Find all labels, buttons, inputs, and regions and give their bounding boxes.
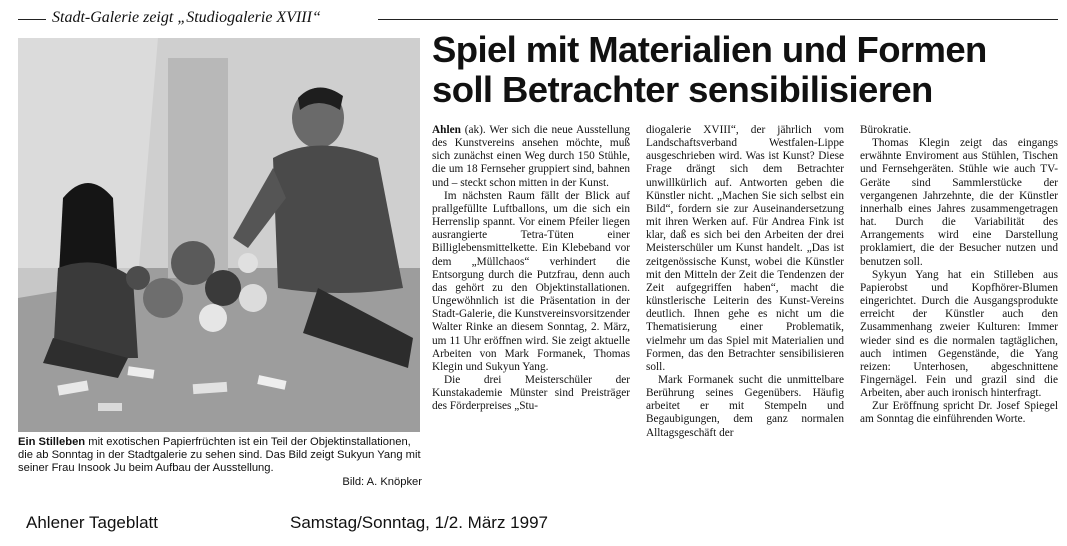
article-column-1 bbox=[432, 124, 630, 413]
caption-text: mit exotischen Papierfrüchten ist ein Teil der Objektinstallationen, die ab Sonntag in der Stadtgalerie zu sehen sind. Das Bild zeigt Sukyun Yang mit seiner Frau Insook Ju beim Aufbau der Ausstellung. bbox=[18, 436, 421, 475]
article-column-3 bbox=[860, 124, 1058, 427]
paragraph: Bürokratie. bbox=[860, 124, 912, 136]
paragraph: Sykyun Yang hat ein Stilleben aus Papierobst und Kopfhörer-Blumen eingerichtet. Durch die Ausgangsprodukte erreicht der Künstler auch den Zusammenhang zweier Kulturen: Immer wieder sind es die normalen tagtäglichen, auch intimen Gegenstände, die Yang reizen: Unterhosen, abgeschnittene Fingernägel. Fein und grazil sind die Arbeiten, aber auch ironisch hinterfragt. bbox=[860, 268, 1058, 400]
paragraph: Thomas Klegin zeigt das eingangs erwähnte Enviroment aus Stühlen, Tischen und Fernsehgeräten. Stühle wie auch TV-Geräte sind Sammlerstücke der vergangenen Jahrzehnte, die der Künstler innerhalb eines Jahres zusammengetragen hat. Durch die Variabilität des Arrangements wird eine Darstellung proklamiert, die der Besucher nutzen und benutzen soll. bbox=[860, 137, 1058, 268]
issue-date: Samstag/Sonntag, 1/2. März 1997 bbox=[290, 513, 548, 532]
article-column-2 bbox=[646, 124, 844, 440]
paragraph: Im nächsten Raum fällt der Blick auf prallgefüllte Luftballons, um die sich ein Herrenslip spannt. Vor einem Pfeiler liegen ausrangierte Tetra-Tüten einer Billiglebensmittelkette. Ein Klebeband vor dem „Müllchaos“ verhindert die Entsorgung durch die Putzfrau, denn auch das gehört zu den Objektinstallationen. Ungewöhnlich ist die Präsentation in der Stadt-Galerie, die Kunstvereinsvorsitzender Walter Rinke an diesem Sonntag, 2. März, um 11 Uhr eröffnen wird. Sie zeigt aktuelle Arbeiten von Mark Formanek, Thomas Klegin und Sukyun Yang. bbox=[432, 189, 630, 373]
photo-credit: Bild: A. Knöpker bbox=[342, 475, 422, 488]
newspaper-name: Ahlener Tageblatt bbox=[26, 513, 159, 532]
paragraph-text: (ak). Wer sich die neue Ausstellung des Kunstvereins ansehen möchte, muß sich zunächst einen Weg durch 150 Stühle, die um 18 Fernseher gruppiert sind, bahnen und – steckt schon mitten in der Kunst. bbox=[432, 124, 630, 189]
kicker-rule-left bbox=[18, 19, 46, 20]
article-photo bbox=[18, 38, 420, 432]
headline-line-1: Spiel mit Materialien und Formen bbox=[432, 29, 987, 70]
kicker-rule-right bbox=[378, 19, 1058, 20]
paragraph bbox=[432, 124, 630, 190]
photo-figures-icon bbox=[18, 38, 420, 432]
headline bbox=[432, 30, 1062, 110]
dateline: Ahlen bbox=[432, 124, 461, 136]
caption-lead: Ein Stilleben bbox=[18, 436, 86, 448]
paragraph: diogalerie XVIII“, der jährlich vom Landschaftsverband Westfalen-Lippe ausgeschrieben wird. Was ist Kunst? Diese Frage drängt sich dem Betrachter unwillkürlich auf. Antworten geben die Künstler nicht. „Machen Sie sich selbst ein Bild“, fordern sie zur Auseinandersetzung mit ihren Werken auf. Für Andrea Fink ist klar, daß es sich bei den Arbeiten der drei Meisterschüler um Kunst handelt. „Das ist zeitgenössische Kunst, wobei die Künstler mit den Mitteln der Zeit die Tendenzen der Zeit aufgegriffen haben“, macht die künstlerische Leiterin des Kunst-Vereins deutlich. Ihnen gehe es nicht um die Thematisierung einer Problematik, vielmehr um das Spiel mit Materialien und Formen, das den Betrachter sensibilisieren soll. bbox=[646, 124, 844, 373]
kicker-bar bbox=[18, 8, 1058, 28]
paragraph: Die drei Meisterschüler der Kunstakademie Münster sind Preisträger des Förderpreises „Stu- bbox=[432, 373, 630, 413]
headline-line-2: soll Betrachter sensibilisieren bbox=[432, 69, 933, 110]
paragraph: Mark Formanek sucht die unmittelbare Berührung seines Gegenübers. Häufig arbeitet er mit Stempeln und Begaubigungen, dem ganz normalen Alltagsgeschäft der bbox=[646, 373, 844, 439]
photo-caption bbox=[18, 436, 422, 489]
kicker-text: Stadt-Galerie zeigt „Studiogalerie XVIII“ bbox=[52, 9, 321, 26]
paragraph: Zur Eröffnung spricht Dr. Josef Spiegel am Sonntag die einführenden Worte. bbox=[860, 400, 1058, 426]
